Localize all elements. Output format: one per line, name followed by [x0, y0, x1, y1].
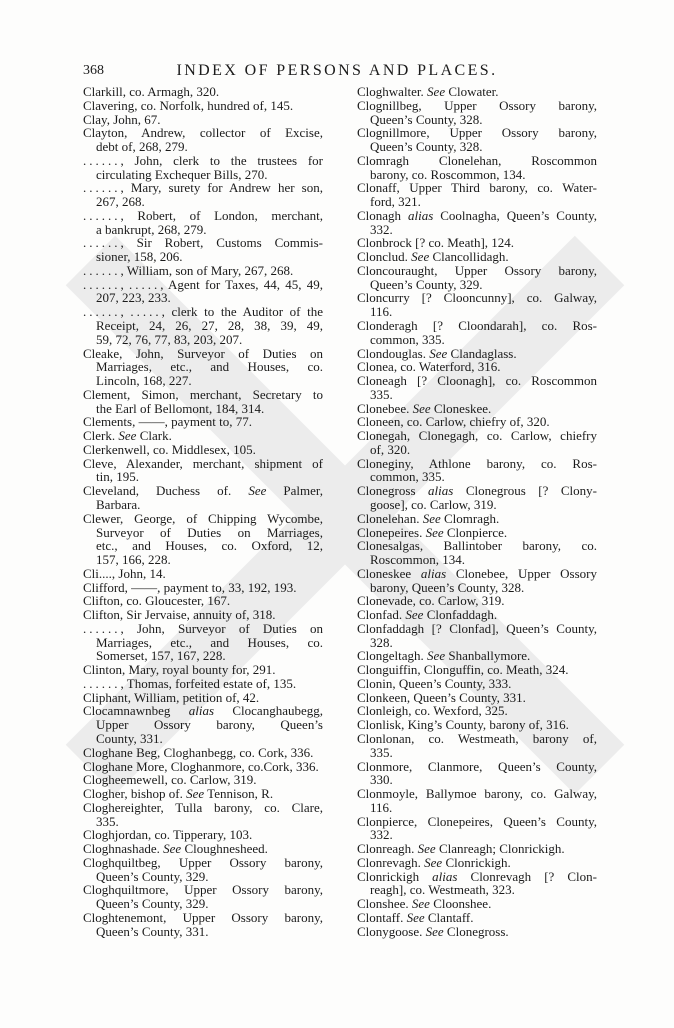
index-entry: [357, 99, 597, 127]
index-entry: [83, 608, 323, 622]
index-entry-line: etc., and Houses, co. Oxford, 12,: [96, 538, 323, 554]
index-entry-line: Clement, Simon, merchant, Secretary to: [83, 386, 323, 402]
see-reference-label: See: [427, 84, 446, 99]
index-entry: [357, 126, 597, 154]
index-entry-line: ......, Sir Robert, Customs Commis-: [83, 235, 323, 251]
index-column-left: [83, 85, 323, 938]
index-entry-line: ford, 321.: [370, 194, 421, 210]
see-reference-label: See: [425, 524, 444, 540]
index-entry-line: 116.: [370, 799, 393, 815]
index-entry-line: Clayton, Andrew, collector of Excise,: [83, 125, 323, 141]
index-entry-line: Clonclud. See Clancollidagh.: [357, 249, 509, 265]
index-entry-line: Cloghane More, Cloghanmore, co.Cork, 336.: [83, 758, 319, 774]
index-entry: [83, 760, 323, 774]
index-entry-line: tin, 195.: [96, 469, 139, 485]
index-entry-line: 157, 166, 228.: [96, 552, 171, 568]
index-entry: [83, 154, 323, 182]
index-entry: [83, 484, 323, 512]
index-entry-line: Clonfad. See Clonfaddagh.: [357, 607, 498, 623]
index-entry-line: Clonevade, co. Carlow, 319.: [357, 593, 505, 609]
index-entry-line: Clognillmore, Upper Ossory barony,: [357, 125, 597, 141]
index-entry-line: Cliphant, William, petition of, 42.: [83, 689, 260, 705]
index-entry-line: Cloghtenemont, Upper Ossory barony,: [83, 909, 323, 925]
index-entry-line: 335.: [370, 744, 393, 760]
alias-label: alias: [428, 483, 454, 499]
index-entry: [357, 870, 597, 898]
index-entry-line: Clondouglas. See Clandaglass.: [357, 345, 517, 361]
ditto-leader: ......: [83, 304, 121, 320]
index-entry-line: Clonkeen, Queen’s County, 331.: [357, 689, 526, 705]
index-entry-line: Cleve, Alexander, merchant, shipment of: [83, 455, 323, 471]
index-entry: [357, 154, 597, 182]
index-entry: [357, 347, 597, 361]
index-entry-line: Cloneen, co. Carlow, chiefry of, 320.: [357, 414, 550, 430]
index-entry-line: Clavering, co. Norfolk, hundred of, 145.: [83, 97, 294, 113]
index-entry: [357, 291, 597, 319]
index-entry: [83, 209, 323, 237]
index-entry-line: Clonin, Queen’s County, 333.: [357, 675, 512, 691]
index-entry: [357, 567, 597, 595]
index-entry-line: Clifford, ——, payment to, 33, 192, 193.: [83, 579, 297, 595]
index-entry-line: Clay, John, 67.: [83, 111, 161, 127]
index-entry-line: Clonfaddagh [? Clonfad], Queen’s County,: [357, 620, 597, 636]
index-entry-line: Clonguiffin, Clonguffin, co. Meath, 324.: [357, 662, 569, 678]
alias-label: alias: [408, 207, 434, 223]
index-entry-line: Clonbrock [? co. Meath], 124.: [357, 235, 515, 251]
index-entry-line: Clifton, Sir Jervaise, annuity of, 318.: [83, 607, 276, 623]
index-entry-line: Clonmoyle, Ballymoe barony, co. Galway,: [357, 786, 597, 802]
index-entry: [357, 429, 597, 457]
index-entry: [357, 622, 597, 650]
index-entry: [83, 85, 323, 99]
index-entry-line: Cloghnashade. See Cloughnesheed.: [83, 841, 268, 857]
index-entry-line: Clarkill, co. Armagh, 320.: [83, 84, 220, 99]
index-entry-line: ......, Robert, of London, merchant,: [83, 207, 323, 223]
index-entry-line: Clogher, bishop of. See Tennison, R.: [83, 786, 274, 802]
index-entry-line: Clements, ——, payment to, 77.: [83, 414, 252, 430]
see-reference-label: See: [429, 345, 448, 361]
index-entry-line: Clonepeires. See Clonpierce.: [357, 524, 508, 540]
index-entry: [83, 181, 323, 209]
index-entry-line: Marriages, etc., and Houses, co.: [96, 634, 323, 650]
index-entry-line: Clonelehan. See Clomragh.: [357, 510, 500, 526]
index-entry: [83, 347, 323, 388]
ditto-leader: ......: [83, 152, 121, 168]
index-entry-line: Clewer, George, of Chipping Wycombe,: [83, 510, 323, 526]
see-reference-label: See: [406, 909, 425, 925]
index-entry-line: debt of, 268, 279.: [96, 139, 188, 155]
index-entry: [357, 842, 597, 856]
index-entry-line: Cloghjordan, co. Tipperary, 103.: [83, 827, 253, 843]
index-entry-line: Clonegross alias Clonegrous [? Clony-: [357, 483, 597, 499]
index-entry-line: Clifton, co. Gloucester, 167.: [83, 593, 231, 609]
index-entry: [83, 622, 323, 663]
index-entry-line: Cloghane Beg, Cloghanbegg, co. Cork, 336.: [83, 744, 314, 760]
index-entry: [357, 649, 597, 663]
index-entry-line: common, 335.: [370, 469, 445, 485]
index-entry-line: Clonegah, Clonegagh, co. Carlow, chiefry: [357, 428, 597, 444]
ditto-leader: ......: [83, 262, 121, 278]
index-entry: [83, 113, 323, 127]
index-entry-line: Marriages, etc., and Houses, co.: [96, 359, 323, 375]
index-entry: [83, 457, 323, 485]
index-entry: [83, 305, 323, 346]
index-entry: [83, 828, 323, 842]
index-entry-line: Receipt, 24, 26, 27, 28, 38, 39, 49,: [96, 318, 323, 334]
page-title: INDEX OF PERSONS AND PLACES.: [176, 62, 498, 79]
index-entry: [357, 85, 597, 99]
index-entry: [357, 911, 597, 925]
index-entry-line: Clonrevagh. See Clonrickigh.: [357, 854, 511, 870]
index-entry: [357, 360, 597, 374]
index-entry: [83, 388, 323, 416]
index-entry-line: sioner, 158, 206.: [96, 249, 183, 265]
index-entry-line: Upper Ossory barony, Queen’s: [96, 717, 323, 733]
index-entry: [83, 512, 323, 567]
index-entry-line: of, 320.: [370, 441, 411, 457]
index-entry-line: Cloneskee alias Clonebee, Upper Ossory: [357, 565, 597, 581]
index-entry: [83, 787, 323, 801]
index-entry-line: Barbara.: [96, 496, 141, 512]
index-entry: [357, 374, 597, 402]
index-entry: [357, 209, 597, 237]
index-entry-line: ......, John, clerk to the trustees for: [83, 152, 323, 168]
see-reference-label: See: [411, 896, 430, 912]
see-reference-label: See: [424, 854, 443, 870]
page-number: 368: [83, 63, 104, 78]
see-reference-label: See: [405, 607, 424, 623]
index-entry-line: Clogheemewell, co. Carlow, 319.: [83, 772, 257, 788]
index-entry: [83, 801, 323, 829]
index-entry: [83, 677, 323, 691]
index-entry-line: the Earl of Bellomont, 184, 314.: [96, 400, 265, 416]
index-entry-line: ......, William, son of Mary, 267, 268.: [83, 262, 294, 278]
ditto-leader: .....: [128, 276, 161, 292]
index-entry-line: ......, ....., Agent for Taxes, 44, 45, 49,: [83, 276, 323, 292]
see-reference-label: See: [186, 786, 205, 802]
index-entry-line: 267, 268.: [96, 194, 145, 210]
index-entry-line: 328.: [370, 634, 393, 650]
index-entry-line: Roscommon, 134.: [370, 552, 465, 568]
see-reference-label: See: [427, 648, 446, 664]
ditto-leader: ......: [83, 276, 121, 292]
index-entry-line: Clonea, co. Waterford, 316.: [357, 359, 501, 375]
index-entry: [357, 787, 597, 815]
index-entry-line: Clerk. See Clark.: [83, 428, 172, 444]
index-entry: [83, 773, 323, 787]
see-reference-label: See: [411, 249, 430, 265]
index-entry-line: 335.: [96, 813, 119, 829]
see-reference-label: See: [422, 510, 441, 526]
index-entry-line: 335.: [370, 386, 393, 402]
index-entry: [357, 677, 597, 691]
index-entry-line: Cloneagh [? Cloonagh], co. Roscommon: [357, 373, 597, 389]
index-entry-line: Cleveland, Duchess of. See Palmer,: [83, 483, 323, 499]
index-entry-line: 332.: [370, 827, 393, 843]
index-entry: [357, 608, 597, 622]
index-entry-line: Cloghereighter, Tulla barony, co. Clare,: [83, 799, 323, 815]
index-entry: [83, 126, 323, 154]
index-entry-line: Clonesalgas, Ballintober barony, co.: [357, 538, 597, 554]
index-entry-line: Clonaff, Upper Third barony, co. Water-: [357, 180, 597, 196]
index-entry: [357, 897, 597, 911]
see-reference-label: See: [163, 841, 182, 857]
index-entry-line: a bankrupt, 268, 279.: [96, 221, 207, 237]
index-entry-line: Clonlisk, King’s County, barony of, 316.: [357, 717, 569, 733]
see-reference-label: See: [412, 400, 431, 416]
index-entry: [357, 925, 597, 939]
index-entry-line: Clinton, Mary, royal bounty for, 291.: [83, 662, 276, 678]
index-entry: [83, 842, 323, 856]
index-entry: [357, 250, 597, 264]
index-entry-line: Clonderagh [? Cloondarah], co. Ros-: [357, 318, 597, 334]
index-entry-line: Clonygoose. See Clonegross.: [357, 923, 509, 939]
index-entry: [83, 856, 323, 884]
index-entry-line: Cleake, John, Surveyor of Duties on: [83, 345, 323, 361]
index-entry: [83, 883, 323, 911]
index-entry: [357, 539, 597, 567]
index-entry: [83, 99, 323, 113]
index-entry-line: barony, Queen’s County, 328.: [370, 579, 525, 595]
index-entry-line: Clonagh alias Coolnagha, Queen’s County,: [357, 207, 597, 223]
index-entry-line: Queen’s County, 329.: [96, 896, 209, 912]
index-entry-line: Cloghquiltmore, Upper Ossory barony,: [83, 882, 323, 898]
index-entry-line: Clocamnawnbeg alias Clocanghaubegg,: [83, 703, 323, 719]
index-entry: [357, 236, 597, 250]
index-entry-line: Cloncurry [? Clooncunny], co. Galway,: [357, 290, 597, 306]
index-entry: [357, 594, 597, 608]
ditto-leader: ......: [83, 235, 121, 251]
ditto-leader: ......: [83, 620, 121, 636]
index-entry-line: Clonshee. See Cloonshee.: [357, 896, 492, 912]
index-entry: [357, 264, 597, 292]
index-entry: [83, 704, 323, 745]
index-entry-line: Clonmore, Clanmore, Queen’s County,: [357, 758, 597, 774]
see-reference-label: See: [417, 841, 436, 857]
index-entry-line: barony, co. Roscommon, 134.: [370, 166, 526, 182]
index-entry-line: Cloneginy, Athlone barony, co. Ros-: [357, 455, 597, 471]
ditto-leader: ......: [83, 207, 121, 223]
index-entry-line: Clognillbeg, Upper Ossory barony,: [357, 97, 597, 113]
index-entry: [357, 457, 597, 485]
index-entry: [357, 760, 597, 788]
index-entry-line: ......, John, Surveyor of Duties on: [83, 620, 323, 636]
index-entry: [83, 581, 323, 595]
index-entry-line: Clomragh Clonelehan, Roscommon: [357, 152, 597, 168]
ditto-leader: ......: [83, 675, 121, 691]
index-entry-line: County, 331.: [96, 730, 163, 746]
index-entry: [83, 264, 323, 278]
index-entry-line: Queen’s County, 329.: [370, 276, 483, 292]
index-entry-line: Clonleigh, co. Wexford, 325.: [357, 703, 508, 719]
index-entry-line: 116.: [370, 304, 393, 320]
index-entry-line: Clonreagh. See Clanreagh; Clonrickigh.: [357, 841, 565, 857]
index-entry: [83, 594, 323, 608]
see-reference-label: See: [118, 428, 137, 444]
index-entry-line: Lincoln, 168, 227.: [96, 373, 192, 389]
index-entry-line: Queen’s County, 329.: [96, 868, 209, 884]
index-entry-line: Clonlonan, co. Westmeath, barony of,: [357, 730, 597, 746]
index-entry-line: Clonrickigh alias Clonrevagh [? Clon-: [357, 868, 597, 884]
ditto-leader: .....: [130, 304, 162, 320]
index-entry-line: Clerkenwell, co. Middlesex, 105.: [83, 441, 256, 457]
index-entry-line: ......, Mary, surety for Andrew her son,: [83, 180, 323, 196]
index-entry-line: Queen’s County, 331.: [96, 923, 209, 939]
index-entry-line: Clonpierce, Clonepeires, Queen’s County,: [357, 813, 597, 829]
index-entry-line: reagh], co. Westmeath, 323.: [370, 882, 515, 898]
index-entry-line: ......, ....., clerk to the Auditor of the: [83, 304, 323, 320]
index-entry-line: ......, Thomas, forfeited estate of, 135.: [83, 675, 297, 691]
index-entry-line: Clontaff. See Clantaff.: [357, 909, 474, 925]
index-entry: [83, 415, 323, 429]
index-entry-line: goose], co. Carlow, 319.: [370, 496, 497, 512]
index-entry: [357, 484, 597, 512]
index-entry: [83, 236, 323, 264]
index-entry: [83, 429, 323, 443]
index-entry: [357, 526, 597, 540]
see-reference-label: See: [248, 483, 267, 499]
index-entry: [83, 443, 323, 457]
index-column-right: [357, 85, 597, 938]
index-entry: [357, 663, 597, 677]
index-entry: [357, 512, 597, 526]
index-entry-line: 59, 72, 76, 77, 83, 203, 207.: [96, 331, 243, 347]
index-entry: [357, 181, 597, 209]
ditto-leader: ......: [83, 180, 121, 196]
index-entry-line: Queen’s County, 328.: [370, 111, 483, 127]
index-entry-line: Surveyor of Duties on Marriages,: [96, 524, 323, 540]
index-entry: [357, 732, 597, 760]
index-entry-line: Somerset, 157, 167, 228.: [96, 648, 226, 664]
index-entry: [357, 691, 597, 705]
index-entry: [357, 319, 597, 347]
index-entry-line: Clongeltagh. See Shanballymore.: [357, 648, 531, 664]
alias-label: alias: [188, 703, 215, 719]
index-entry: [83, 663, 323, 677]
index-entry: [357, 718, 597, 732]
index-entry: [357, 415, 597, 429]
see-reference-label: See: [425, 923, 444, 939]
index-entry: [357, 815, 597, 843]
index-entry: [357, 402, 597, 416]
index-entry: [83, 278, 323, 306]
index-entry-line: Cli...., John, 14.: [83, 565, 166, 581]
index-entry-line: 332.: [370, 221, 393, 237]
index-entry-line: circulating Exchequer Bills, 270.: [96, 166, 268, 182]
index-entry-line: Clonebee. See Cloneskee.: [357, 400, 492, 416]
index-entry-line: Cloncouraught, Upper Ossory barony,: [357, 262, 597, 278]
index-entry-line: Cloghwalter. See Clowater.: [357, 84, 499, 99]
index-entry: [357, 856, 597, 870]
index-entry: [357, 704, 597, 718]
index-entry: [83, 567, 323, 581]
index-entry-line: common, 335.: [370, 331, 445, 347]
index-entry: [83, 691, 323, 705]
index-entry-line: 207, 223, 233.: [96, 290, 171, 306]
index-entry: [83, 746, 323, 760]
index-entry: [83, 911, 323, 939]
alias-label: alias: [420, 565, 447, 581]
index-entry-line: 330.: [370, 772, 393, 788]
index-entry-line: Cloghquiltbeg, Upper Ossory barony,: [83, 854, 323, 870]
index-entry-line: Queen’s County, 328.: [370, 139, 483, 155]
alias-label: alias: [432, 868, 458, 884]
